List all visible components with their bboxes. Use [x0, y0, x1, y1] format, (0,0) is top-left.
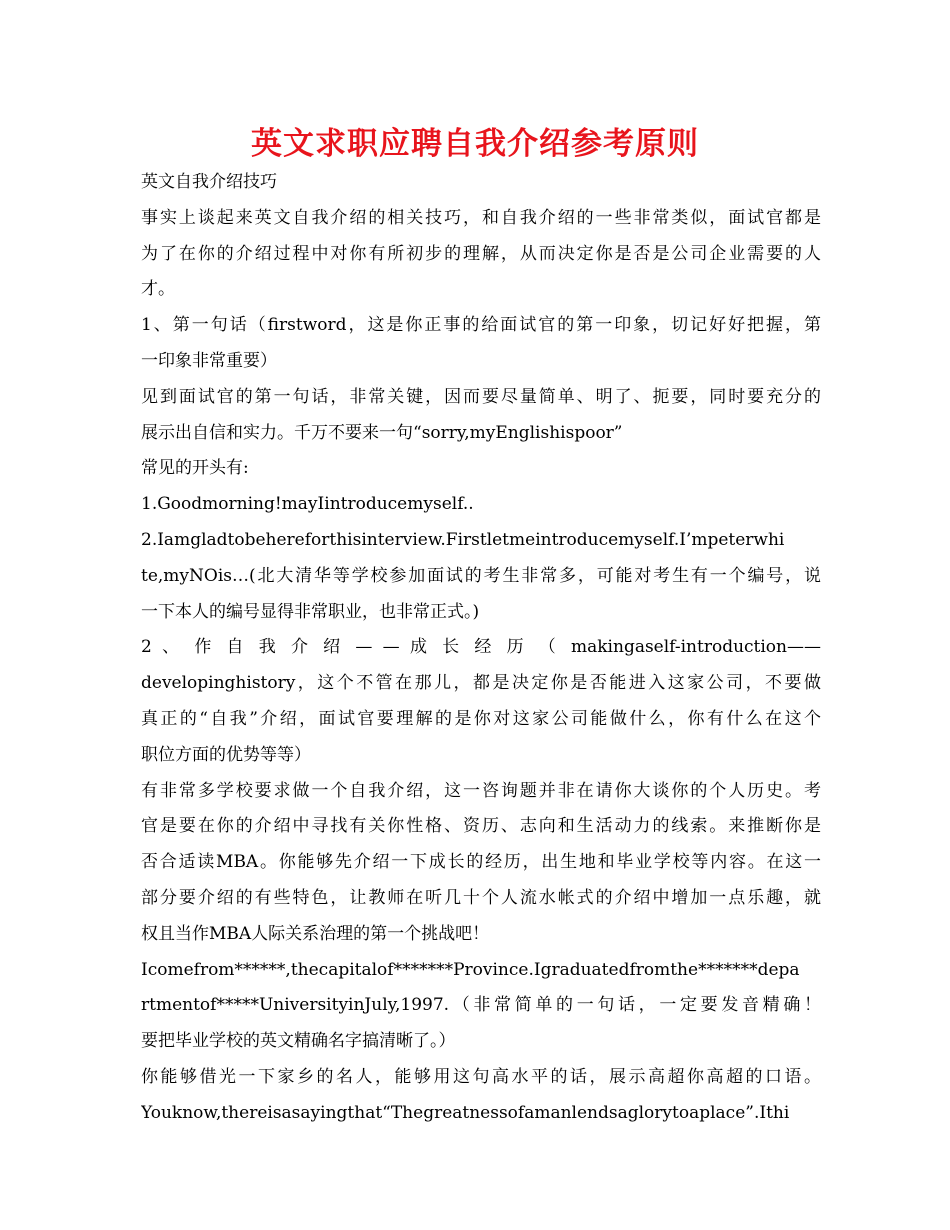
document-body [141, 165, 821, 1132]
text-line: 职位方面的优势等等） [141, 744, 311, 765]
text-line: rtmentof*****UniversityinJuly,1997.（非常简单的一句话，一定要发音精确！ [141, 995, 821, 1016]
text-line: 2 、 作 自 我 介 绍 — — 成 长 经 历 （ makingaself-introduction—— [141, 637, 821, 658]
text-line: 1.Goodmorning!mayIintroducemyself.. [141, 494, 474, 515]
text-line: 才。 [141, 279, 175, 300]
text-line: 英文自我介绍技巧 [141, 172, 277, 192]
text-line: te,myNOis…(北大清华等学校参加面试的考生非常多，可能对考生有一个编号，说 [141, 565, 821, 586]
text-line: 一印象非常重要） [141, 350, 277, 371]
text-line: developinghistory，这个不管在那儿，都是决定你是否能进入这家公司，不要做 [141, 673, 821, 694]
text-line: 展示出自信和实力。千万不要来一句“sorry,myEnglishispoor” [141, 422, 623, 443]
text-line: Youknow,thereisasayingthat“Thegreatnessofamanlendsaglorytoaplace”.Ithi [141, 1102, 790, 1123]
text-line: 权且当作MBA人际关系治理的第一个挑战吧！ [141, 923, 490, 944]
text-line: 一下本人的编号显得非常职业，也非常正式。) [141, 601, 480, 622]
text-line: 见到面试官的第一句话，非常关键，因而要尽量简单、明了、扼要，同时要充分的 [141, 386, 821, 407]
document-title: 英文求职应聘自我介绍参考原则 [251, 126, 699, 162]
text-line: 你能够借光一下家乡的名人，能够用这句高水平的话，展示高超你高超的口语。 [141, 1066, 821, 1087]
text-line: 有非常多学校要求做一个自我介绍，这一咨询题并非在请你大谈你的个人历史。考 [141, 780, 821, 801]
text-line: 官是要在你的介绍中寻找有关你性格、资历、志向和生活动力的线索。来推断你是 [141, 816, 821, 837]
text-line: 常见的开头有: [141, 458, 249, 479]
text-line: 否合适读MBA。你能够先介绍一下成长的经历，出生地和毕业学校等内容。在这一 [141, 852, 821, 873]
text-line: 要把毕业学校的英文精确名字搞清晰了。） [141, 1031, 456, 1052]
text-line: 2.Iamgladtobehereforthisinterview.Firstletmeintroducemyself.I’mpeterwhi [141, 529, 785, 550]
text-line: 部分要介绍的有些特色，让教师在听几十个人流水帐式的介绍中增加一点乐趣，就 [141, 887, 821, 908]
text-line: 事实上谈起来英文自我介绍的相关技巧，和自我介绍的一些非常类似，面试官都是 [141, 207, 821, 228]
text-line: 1、第一句话（firstword，这是你正事的给面试官的第一印象，切记好好把握，第 [141, 315, 821, 336]
text-line: 为了在你的介绍过程中对你有所初步的理解，从而决定你是否是公司企业需要的人 [141, 243, 821, 264]
text-line: 真正的“自我”介绍，面试官要理解的是你对这家公司能做什么，你有什么在这个 [141, 708, 821, 729]
text-line: Icomefrom******,thecapitalof*******Province.Igraduatedfromthe*******depa [141, 959, 800, 980]
